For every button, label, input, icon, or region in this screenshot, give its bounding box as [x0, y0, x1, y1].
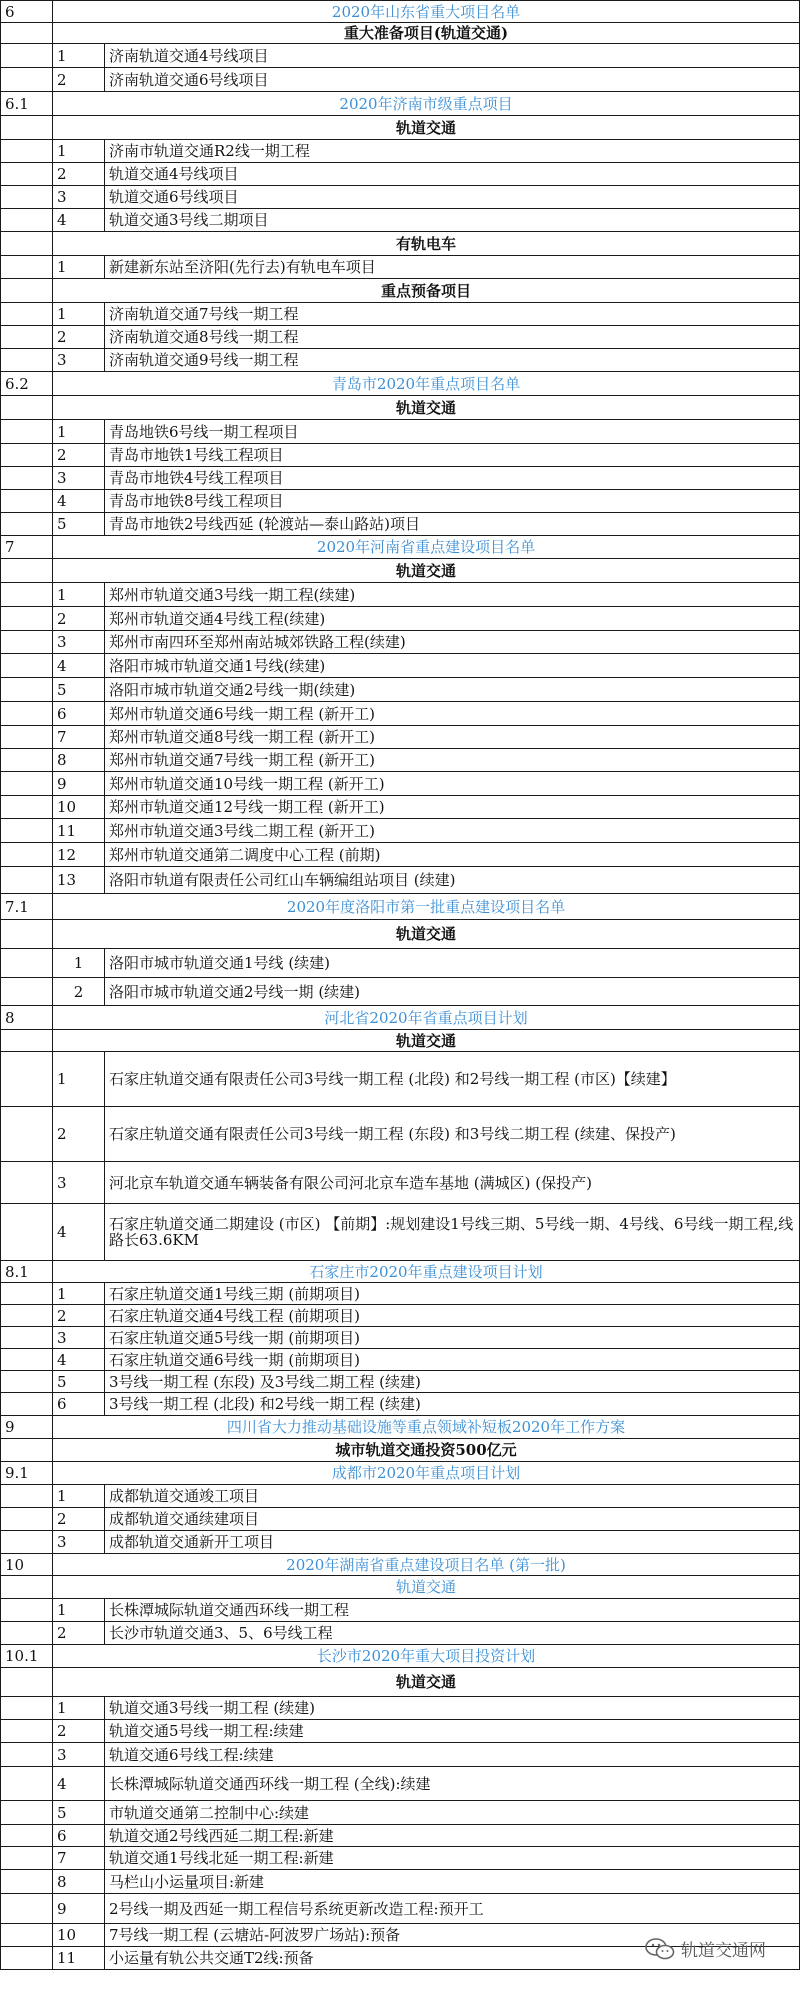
section-number	[1, 232, 53, 256]
row-index: 2	[53, 978, 105, 1006]
table-row	[1, 1371, 800, 1393]
row-index: 1	[53, 140, 105, 163]
table-row	[1, 326, 800, 349]
blank-cell	[1, 678, 53, 702]
project-name: 马栏山小运量项目:新建	[105, 1870, 800, 1894]
table-row	[1, 607, 800, 631]
section-number	[1, 116, 53, 140]
section-title: 四川省大力推动基础设施等重点领域补短板2020年工作方案	[53, 1416, 800, 1439]
project-name: 郑州市轨道交通8号线一期工程 (新开工)	[105, 726, 800, 749]
section-title: 成都市2020年重点项目计划	[53, 1462, 800, 1485]
project-name: 2号线一期及西延一期工程信号系统更新改造工程:预开工	[105, 1894, 800, 1924]
row-index: 3	[53, 1162, 105, 1204]
table-row	[1, 1508, 800, 1531]
project-name: 青岛市地铁8号线工程项目	[105, 490, 800, 513]
blank-cell	[1, 1393, 53, 1416]
subheading-row	[1, 1030, 800, 1052]
project-name: 济南轨道交通4号线项目	[105, 44, 800, 68]
section-number: 8.1	[1, 1261, 53, 1283]
row-index: 3	[53, 467, 105, 490]
table-row	[1, 44, 800, 68]
section-title: 青岛市2020年重点项目名单	[53, 372, 800, 396]
table-row	[1, 1327, 800, 1349]
project-name: 济南轨道交通8号线一期工程	[105, 326, 800, 349]
project-name: 郑州市轨道交通3号线一期工程(续建)	[105, 583, 800, 607]
section-title: 石家庄市2020年重点建设项目计划	[53, 1261, 800, 1283]
blank-cell	[1, 1485, 53, 1508]
blank-cell	[1, 1305, 53, 1327]
subheading-row	[1, 279, 800, 303]
subheading-row	[1, 396, 800, 420]
project-name: 小运量有轨公共交通T2线:预备	[105, 1947, 800, 1970]
blank-cell	[1, 796, 53, 819]
blank-cell	[1, 186, 53, 209]
table-row	[1, 631, 800, 654]
row-index: 1	[53, 583, 105, 607]
blank-cell	[1, 1508, 53, 1531]
project-name: 郑州市轨道交通7号线一期工程 (新开工)	[105, 749, 800, 772]
table-row	[1, 1599, 800, 1622]
project-name: 7号线一期工程 (云塘站-阿波罗广场站):预备	[105, 1924, 800, 1947]
project-name: 郑州市南四环至郑州南站城郊铁路工程(续建)	[105, 631, 800, 654]
blank-cell	[1, 1349, 53, 1371]
category-title: 轨道交通	[53, 559, 800, 583]
row-index: 11	[53, 819, 105, 843]
table-row	[1, 1204, 800, 1261]
table-row	[1, 1847, 800, 1870]
section-number	[1, 279, 53, 303]
project-name: 石家庄轨道交通1号线三期 (前期项目)	[105, 1283, 800, 1305]
table-row	[1, 349, 800, 372]
section-number: 9	[1, 1416, 53, 1439]
table-row	[1, 420, 800, 444]
category-title: 重大准备项目(轨道交通)	[53, 23, 800, 44]
blank-cell	[1, 1720, 53, 1743]
section-title: 2020年湖南省重点建设项目名单 (第一批)	[53, 1554, 800, 1576]
category-title: 重点预备项目	[53, 279, 800, 303]
project-name: 洛阳市城市轨道交通1号线(续建)	[105, 654, 800, 678]
blank-cell	[1, 326, 53, 349]
table-row	[1, 444, 800, 467]
section-number: 10.1	[1, 1645, 53, 1668]
project-name: 轨道交通5号线一期工程:续建	[105, 1720, 800, 1743]
blank-cell	[1, 303, 53, 326]
table-row	[1, 796, 800, 819]
watermark-text: 轨道交通网	[681, 1941, 766, 1961]
blank-cell	[1, 702, 53, 726]
project-name: 青岛地铁6号线一期工程项目	[105, 420, 800, 444]
table-row	[1, 140, 800, 163]
category-title: 轨道交通	[53, 396, 800, 420]
project-name: 洛阳市城市轨道交通2号线一期(续建)	[105, 678, 800, 702]
row-index: 2	[53, 1622, 105, 1645]
blank-cell	[1, 1531, 53, 1554]
project-name: 石家庄轨道交通有限责任公司3号线一期工程 (北段) 和2号线一期工程 (市区)【续建】	[105, 1052, 800, 1107]
category-title: 城市轨道交通投资500亿元	[53, 1439, 800, 1462]
blank-cell	[1, 819, 53, 843]
project-name: 青岛市地铁2号线西延 (轮渡站—泰山路站)项目	[105, 513, 800, 536]
blank-cell	[1, 490, 53, 513]
row-index: 5	[53, 678, 105, 702]
category-title: 有轨电车	[53, 232, 800, 256]
project-name: 成都轨道交通竣工项目	[105, 1485, 800, 1508]
blank-cell	[1, 1052, 53, 1107]
row-index: 2	[53, 326, 105, 349]
table-row	[1, 772, 800, 796]
subheading-row	[1, 1668, 800, 1697]
category-title: 轨道交通	[53, 920, 800, 949]
table-row	[1, 1393, 800, 1416]
table-row	[1, 303, 800, 326]
category-title: 轨道交通	[53, 116, 800, 140]
project-name: 长株潭城际轨道交通西环线一期工程 (全线):续建	[105, 1767, 800, 1801]
blank-cell	[1, 68, 53, 92]
table-row	[1, 1801, 800, 1825]
project-name: 轨道交通6号线工程:续建	[105, 1743, 800, 1767]
table-row	[1, 1767, 800, 1801]
row-index: 1	[53, 303, 105, 326]
section-row	[1, 1576, 800, 1599]
row-index: 6	[53, 1825, 105, 1847]
table-row	[1, 209, 800, 232]
table-row	[1, 843, 800, 867]
row-index: 3	[53, 1327, 105, 1349]
row-index: 3	[53, 1743, 105, 1767]
row-index: 1	[53, 420, 105, 444]
row-index: 4	[53, 1204, 105, 1261]
project-name: 青岛市地铁1号线工程项目	[105, 444, 800, 467]
category-title: 轨道交通	[53, 1668, 800, 1697]
row-index: 10	[53, 1924, 105, 1947]
row-index: 1	[53, 1052, 105, 1107]
project-name: 河北京车轨道交通车辆装备有限公司河北京车造车基地 (满城区) (保投产)	[105, 1162, 800, 1204]
row-index: 1	[53, 1485, 105, 1508]
table-row	[1, 163, 800, 186]
blank-cell	[1, 163, 53, 186]
row-index: 10	[53, 796, 105, 819]
section-number	[1, 1439, 53, 1462]
section-title: 2020年度洛阳市第一批重点建设项目名单	[53, 894, 800, 920]
row-index: 13	[53, 867, 105, 894]
project-name: 济南轨道交通6号线项目	[105, 68, 800, 92]
table-row	[1, 1697, 800, 1720]
section-title: 2020年山东省重大项目名单	[53, 1, 800, 23]
table-row	[1, 1622, 800, 1645]
section-row	[1, 894, 800, 920]
blank-cell	[1, 420, 53, 444]
row-index: 7	[53, 726, 105, 749]
wechat-icon	[645, 1937, 675, 1961]
project-name: 洛阳市城市轨道交通1号线 (续建)	[105, 949, 800, 978]
project-name: 洛阳市城市轨道交通2号线一期 (续建)	[105, 978, 800, 1006]
section-row	[1, 1, 800, 23]
project-name: 石家庄轨道交通6号线一期 (前期项目)	[105, 1349, 800, 1371]
row-index: 9	[53, 1894, 105, 1924]
blank-cell	[1, 1107, 53, 1162]
project-name: 青岛市地铁4号线工程项目	[105, 467, 800, 490]
section-number: 10	[1, 1554, 53, 1576]
row-index: 1	[53, 1697, 105, 1720]
row-index: 7	[53, 1847, 105, 1870]
section-number	[1, 559, 53, 583]
section-title: 2020年济南市级重点项目	[53, 92, 800, 116]
blank-cell	[1, 513, 53, 536]
row-index: 2	[53, 68, 105, 92]
subheading-row	[1, 23, 800, 44]
row-index: 1	[53, 44, 105, 68]
section-row	[1, 1261, 800, 1283]
table-row	[1, 1162, 800, 1204]
blank-cell	[1, 349, 53, 372]
row-index: 8	[53, 749, 105, 772]
project-name: 郑州市轨道交通10号线一期工程 (新开工)	[105, 772, 800, 796]
blank-cell	[1, 44, 53, 68]
blank-cell	[1, 1204, 53, 1261]
row-index: 9	[53, 772, 105, 796]
section-number: 7	[1, 536, 53, 559]
row-index: 1	[53, 1599, 105, 1622]
row-index: 11	[53, 1947, 105, 1970]
section-title: 轨道交通	[53, 1576, 800, 1599]
subheading-row	[1, 1439, 800, 1462]
section-row	[1, 1006, 800, 1030]
blank-cell	[1, 1825, 53, 1847]
project-name: 洛阳市轨道有限责任公司红山车辆编组站项目 (续建)	[105, 867, 800, 894]
project-name: 成都轨道交通新开工项目	[105, 1531, 800, 1554]
table-row	[1, 1283, 800, 1305]
blank-cell	[1, 726, 53, 749]
blank-cell	[1, 1947, 53, 1970]
project-name: 轨道交通1号线北延一期工程:新建	[105, 1847, 800, 1870]
row-index: 1	[53, 949, 105, 978]
blank-cell	[1, 1622, 53, 1645]
table-row	[1, 654, 800, 678]
table-row	[1, 1052, 800, 1107]
blank-cell	[1, 1327, 53, 1349]
row-index: 4	[53, 1349, 105, 1371]
blank-cell	[1, 256, 53, 279]
blank-cell	[1, 607, 53, 631]
project-name: 郑州市轨道交通12号线一期工程 (新开工)	[105, 796, 800, 819]
blank-cell	[1, 749, 53, 772]
blank-cell	[1, 867, 53, 894]
table-row	[1, 1720, 800, 1743]
table-row	[1, 678, 800, 702]
table-row	[1, 1743, 800, 1767]
table-row	[1, 726, 800, 749]
table-row	[1, 1305, 800, 1327]
section-title: 2020年河南省重点建设项目名单	[53, 536, 800, 559]
project-name: 石家庄轨道交通5号线一期 (前期项目)	[105, 1327, 800, 1349]
section-row	[1, 1645, 800, 1668]
blank-cell	[1, 843, 53, 867]
table-row	[1, 1894, 800, 1924]
table-row	[1, 978, 800, 1006]
blank-cell	[1, 949, 53, 978]
row-index: 4	[53, 209, 105, 232]
row-index: 3	[53, 186, 105, 209]
subheading-row	[1, 116, 800, 140]
blank-cell	[1, 1894, 53, 1924]
table-row	[1, 1825, 800, 1847]
row-index: 3	[53, 349, 105, 372]
project-name: 石家庄轨道交通二期建设 (市区) 【前期】:规划建设1号线三期、5号线一期、4号线、6号线一期工程,线路长63.6KM	[105, 1204, 800, 1261]
section-number	[1, 23, 53, 44]
section-number	[1, 1668, 53, 1697]
project-name: 3号线一期工程 (东段) 及3号线二期工程 (续建)	[105, 1371, 800, 1393]
section-row	[1, 1554, 800, 1576]
table-row	[1, 949, 800, 978]
table-row	[1, 1107, 800, 1162]
project-name: 新建新东站至济阳(先行去)有轨电车项目	[105, 256, 800, 279]
project-name: 轨道交通6号线项目	[105, 186, 800, 209]
watermark	[645, 1936, 766, 1961]
row-index: 4	[53, 1767, 105, 1801]
row-index: 2	[53, 444, 105, 467]
row-index: 2	[53, 1508, 105, 1531]
table-row	[1, 68, 800, 92]
table-row	[1, 867, 800, 894]
table-row	[1, 186, 800, 209]
row-index: 2	[53, 163, 105, 186]
blank-cell	[1, 140, 53, 163]
row-index: 2	[53, 607, 105, 631]
project-name: 济南轨道交通9号线一期工程	[105, 349, 800, 372]
blank-cell	[1, 1924, 53, 1947]
section-number	[1, 396, 53, 420]
subheading-row	[1, 920, 800, 949]
blank-cell	[1, 1599, 53, 1622]
blank-cell	[1, 583, 53, 607]
row-index: 12	[53, 843, 105, 867]
blank-cell	[1, 209, 53, 232]
table-row	[1, 1485, 800, 1508]
row-index: 5	[53, 513, 105, 536]
section-row	[1, 1462, 800, 1485]
section-title: 河北省2020年省重点项目计划	[53, 1006, 800, 1030]
row-index: 6	[53, 1393, 105, 1416]
project-name: 轨道交通4号线项目	[105, 163, 800, 186]
section-number: 7.1	[1, 894, 53, 920]
project-name: 长株潭城际轨道交通西环线一期工程	[105, 1599, 800, 1622]
blank-cell	[1, 772, 53, 796]
row-index: 6	[53, 702, 105, 726]
category-title: 轨道交通	[53, 1030, 800, 1052]
row-index: 2	[53, 1720, 105, 1743]
row-index: 2	[53, 1305, 105, 1327]
section-number: 6.2	[1, 372, 53, 396]
blank-cell	[1, 1767, 53, 1801]
table-row	[1, 702, 800, 726]
blank-cell	[1, 1697, 53, 1720]
table-row	[1, 819, 800, 843]
project-name: 郑州市轨道交通第二调度中心工程 (前期)	[105, 843, 800, 867]
section-number: 9.1	[1, 1462, 53, 1485]
table-row	[1, 1870, 800, 1894]
project-name: 轨道交通3号线一期工程 (续建)	[105, 1697, 800, 1720]
project-name: 郑州市轨道交通3号线二期工程 (新开工)	[105, 819, 800, 843]
table-row	[1, 513, 800, 536]
table-row	[1, 256, 800, 279]
project-name: 轨道交通3号线二期项目	[105, 209, 800, 232]
blank-cell	[1, 1162, 53, 1204]
section-number	[1, 1030, 53, 1052]
project-name: 长沙市轨道交通3、5、6号线工程	[105, 1622, 800, 1645]
row-index: 2	[53, 1107, 105, 1162]
project-name: 郑州市轨道交通6号线一期工程 (新开工)	[105, 702, 800, 726]
row-index: 4	[53, 490, 105, 513]
project-name: 石家庄轨道交通4号线工程 (前期项目)	[105, 1305, 800, 1327]
blank-cell	[1, 1371, 53, 1393]
blank-cell	[1, 978, 53, 1006]
blank-cell	[1, 467, 53, 490]
table-row	[1, 749, 800, 772]
blank-cell	[1, 1847, 53, 1870]
table-row	[1, 467, 800, 490]
row-index: 3	[53, 1531, 105, 1554]
blank-cell	[1, 631, 53, 654]
row-index: 4	[53, 654, 105, 678]
row-index: 8	[53, 1870, 105, 1894]
row-index: 3	[53, 631, 105, 654]
blank-cell	[1, 1743, 53, 1767]
project-name: 济南市轨道交通R2线一期工程	[105, 140, 800, 163]
table-row	[1, 1531, 800, 1554]
blank-cell	[1, 654, 53, 678]
project-name: 3号线一期工程 (北段) 和2号线一期工程 (续建)	[105, 1393, 800, 1416]
row-index: 1	[53, 1283, 105, 1305]
section-number: 6.1	[1, 92, 53, 116]
project-name: 郑州市轨道交通4号线工程(续建)	[105, 607, 800, 631]
section-row	[1, 92, 800, 116]
project-name: 石家庄轨道交通有限责任公司3号线一期工程 (东段) 和3号线二期工程 (续建、保投产)	[105, 1107, 800, 1162]
section-number	[1, 920, 53, 949]
section-row	[1, 372, 800, 396]
subheading-row	[1, 232, 800, 256]
blank-cell	[1, 1801, 53, 1825]
subheading-row	[1, 559, 800, 583]
section-title: 长沙市2020年重大项目投资计划	[53, 1645, 800, 1668]
section-number: 8	[1, 1006, 53, 1030]
blank-cell	[1, 1870, 53, 1894]
row-index: 5	[53, 1801, 105, 1825]
blank-cell	[1, 1283, 53, 1305]
row-index: 5	[53, 1371, 105, 1393]
table-row	[1, 490, 800, 513]
section-number: 6	[1, 1, 53, 23]
project-name: 轨道交通2号线西延二期工程:新建	[105, 1825, 800, 1847]
project-name: 济南轨道交通7号线一期工程	[105, 303, 800, 326]
project-name: 市轨道交通第二控制中心:续建	[105, 1801, 800, 1825]
section-number	[1, 1576, 53, 1599]
table-row	[1, 583, 800, 607]
table-row	[1, 1349, 800, 1371]
project-name: 成都轨道交通续建项目	[105, 1508, 800, 1531]
row-index: 1	[53, 256, 105, 279]
section-row	[1, 1416, 800, 1439]
section-row	[1, 536, 800, 559]
blank-cell	[1, 444, 53, 467]
